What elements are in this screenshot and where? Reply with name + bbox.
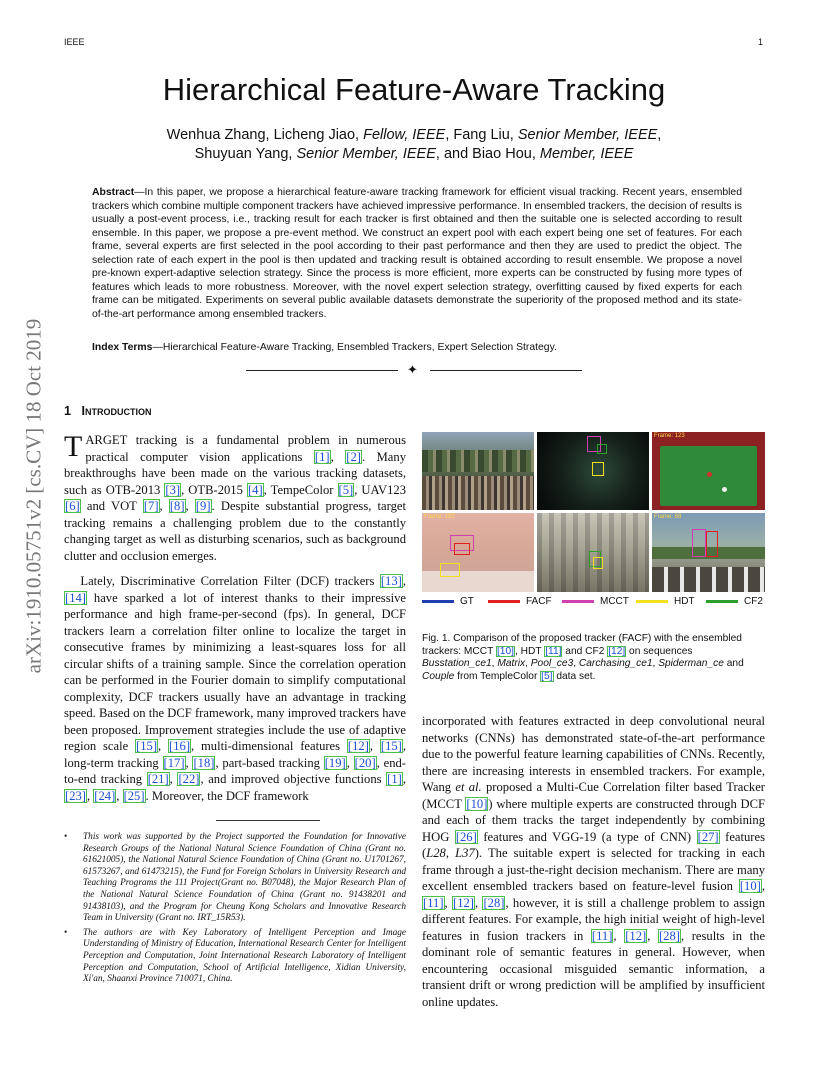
citation-link[interactable]: [6] <box>65 499 80 513</box>
math-text: et al. <box>455 780 482 794</box>
text-run: , <box>652 658 659 670</box>
citation-link[interactable]: [13] <box>380 574 402 588</box>
sequence-carchasing-image <box>422 513 534 592</box>
intro-paragraph-3 <box>422 713 765 1010</box>
citation-link[interactable]: [11] <box>545 645 562 657</box>
text-run: , and Biao Hou, <box>435 146 540 162</box>
citation-link[interactable]: [3] <box>165 482 181 497</box>
diamond-ornament-icon: ✦ <box>407 362 418 377</box>
text-run: , end-to-end tracking <box>64 755 406 786</box>
divider-right <box>430 370 582 371</box>
italic-text: Couple <box>422 670 455 682</box>
text-run: , <box>613 928 625 943</box>
text-run: , <box>402 574 406 588</box>
text-run: on sequences <box>626 645 693 657</box>
sequence-couple-image <box>652 513 765 592</box>
citation-link[interactable]: [2] <box>346 449 361 464</box>
legend-swatch <box>636 600 668 603</box>
arxiv-stamp: arXiv:1910.05751v2 [cs.CV] 18 Oct 2019 <box>21 318 46 674</box>
sequence-busstation-image <box>422 432 534 510</box>
legend-swatch <box>422 600 454 603</box>
text-run: tracking is a fundamental problem in numerous practical computer vision applications <box>85 433 406 464</box>
text-run: , <box>159 499 169 513</box>
text-run: , Fang Liu, <box>445 127 518 143</box>
text-run: , <box>444 895 452 910</box>
citation-link[interactable]: [28] <box>483 895 505 910</box>
citation-link[interactable]: [22] <box>178 772 200 786</box>
citation-link[interactable]: [10] <box>466 796 488 811</box>
section-number: 1 <box>64 404 72 418</box>
text-run: from TempleColor <box>454 670 541 682</box>
italic-text: Spiderman_ce <box>658 658 724 670</box>
italic-text: Senior Member, IEEE <box>517 127 658 143</box>
text-run: , <box>573 658 579 670</box>
text-run: , <box>402 772 407 786</box>
footnote-funding: • This work was supported by the Project supported the Foundation for Innovative Research Groups of the National Natural Science Foundation of China (Grant no. 61621005), the National Natural Science Foundation of China (Grant no. U1701267, 61573267, and 61473215), the Fund for Foreign Scholars in University Research and Teaching Programs the 111 Project(Grant no. B07048), the Major Research Plan of the National Natural Science Foundation of China (Grant no. 91438201 and 91438103), and the Program for Cheung Kong Scholars and Innovative Research Team in University (Grant no. IRT_15R53). <box>64 832 406 924</box>
author-list <box>0 126 828 164</box>
author-line-1 <box>0 126 828 145</box>
frame-label: Frame: 123 <box>654 433 685 439</box>
intro-right-column <box>422 713 765 1010</box>
index-terms-label: Index Terms <box>92 342 153 353</box>
abstract <box>92 186 742 321</box>
text-run: , multi-dimensional features <box>191 739 347 753</box>
italic-text: Senior Member, IEEE <box>296 146 436 162</box>
citation-link[interactable]: [27] <box>697 829 719 844</box>
citation-link[interactable]: [25] <box>123 788 145 803</box>
figure-1-image-grid <box>422 432 765 592</box>
text-run: incorporated with features extracted in deep convolutional neural networks (CNNs) has demonstrated state-of-the-art performance due to the powerful feature learning capabilities of CNNs. Recently, there are increasing interests in ensembled trackers. For example, Wang <box>422 714 765 794</box>
text-run: . Moreover, the DCF framework <box>145 788 309 803</box>
text-run: ) where multiple experts are constructed through DCF and each of them tracks the target independently by combining HOG <box>422 796 765 844</box>
running-head-journal: IEEE <box>64 37 85 47</box>
citation-link[interactable]: [14] <box>65 590 86 605</box>
citation-link[interactable]: [15] <box>380 739 402 753</box>
italic-text: Matrix <box>497 658 526 670</box>
citation-link[interactable]: [24] <box>94 788 116 803</box>
italic-text: Busstation_ce1 <box>422 658 492 670</box>
italic-text: Member, IEEE <box>539 146 634 162</box>
text-run: , and improved objective functions <box>200 772 387 786</box>
citation-link[interactable]: [23] <box>65 788 86 803</box>
abstract-text: —In this paper, we propose a hierarchical feature-aware tracking framework for efficient visual tracking. Recent years, ensembled trackers which combine multiple component trackers have achieved impressive performance. In ensembled trackers, the decision of results is usually a post-event process, i.e., tracking result for each tracker is first obtained and then the suitable one is selected according to result ensemble. In this paper, we propose a pre-event method. We construct an expert pool with each expert being one set of features. For each frame, several experts are first selected in the pool according to their past performance and then they are used to predict the object. The selection rate of each expert in the pool is then updated and tracking result is obtained according to result ensemble. We propose a novel pre-known expert-adaptive selection strategy. Since the process is more efficient, more experts can be constructed by fusing more types of features which leads to more robustness. Moreover, with the novel expert selection strategy, overfitting caused by fixed experts for each frame can be mitigated. Experiments on several public available datasets demonstrate the superiority of the proposed method and its state-of-the-art performance among ensembled trackers. <box>92 187 742 320</box>
text-run: Lately, Discriminative Correlation Filter (DCF) trackers <box>80 574 380 588</box>
text-run: , <box>474 895 483 910</box>
index-terms-text: —Hierarchical Feature-Aware Tracking, Ensembled Trackers, Expert Selection Strategy. <box>152 342 557 353</box>
citation-link[interactable]: [4] <box>247 482 263 497</box>
small-caps-text: ARGET <box>85 433 128 447</box>
text-run: and CF2 <box>562 645 608 657</box>
text-run: features ( <box>422 829 765 860</box>
citation-link[interactable]: [10] <box>739 879 761 893</box>
citation-link[interactable]: [12] <box>625 928 647 943</box>
footnotes <box>64 832 406 986</box>
legend-item-hdt: HDT <box>636 596 695 607</box>
italic-text: Carchasing_ce1 <box>578 658 653 670</box>
citation-link[interactable]: [20] <box>354 755 376 770</box>
figure-caption <box>422 633 765 683</box>
abstract-label: Abstract <box>92 187 135 198</box>
section-title: Introduction <box>81 404 152 418</box>
citation-link[interactable]: [28] <box>658 928 680 943</box>
text-run: , <box>86 788 94 803</box>
text-run: , part-based tracking <box>215 755 324 770</box>
frame-label: Frame: 68 <box>654 514 682 520</box>
footnote-rule <box>216 820 320 821</box>
text-run: features and VGG-19 (a type of CNN) <box>477 829 697 844</box>
footnote-affiliation: • The authors are with Key Laboratory of Intelligent Perception and Image Understanding of Ministry of Education, International Research Center for Intelligent Perception and Computation, Joint International Research Laboratory of Intelligent Perception and Computation, School of Artificial Intelligence, Xidian University, Xi'an, Shaanxi Province 710071, China. <box>64 927 406 985</box>
math-text: L37 <box>455 846 475 860</box>
citation-link[interactable]: [12] <box>453 895 474 910</box>
text-run: Wenhua Zhang, Licheng Jiao, <box>166 127 364 143</box>
citation-link[interactable]: [16] <box>169 739 191 753</box>
text-run: , UAV123 <box>354 482 406 497</box>
drop-cap: T <box>64 430 83 463</box>
text-run: have sparked a lot of interest thanks to their impressive performance and high frame-per-second (fps). In general, DCF trackers learn a correlation filter online to localize the target in consecutive frames by minimizing a least-squares loss for all circular shifts of a training sample. Since the correlation operation can be performed in the Fourier domain to simplify computational complexity, DCF trackers usually have an advantage in tracking speed. Based on the DCF framework, many improved trackers have been proposed. Improvement strategies include the use of adaptive region scale <box>64 590 406 753</box>
citation-link[interactable]: [21] <box>147 772 169 786</box>
text-run: , <box>185 499 195 513</box>
text-run: ). The suitable expert is selected for tracking in each frame through a just-the-right decision mechanism. There are many excellent ensembled trackers based on feature-level fusion <box>422 846 765 893</box>
intro-paragraph-2 <box>64 573 406 804</box>
text-run: , long-term tracking <box>64 739 407 770</box>
divider-left <box>246 370 398 371</box>
text-run: and VOT <box>80 499 143 513</box>
legend-swatch <box>562 600 594 603</box>
text-run: , <box>185 755 193 770</box>
citation-link[interactable]: [5] <box>541 670 553 682</box>
citation-link[interactable]: [1] <box>387 772 402 786</box>
legend-item-gt: GT <box>422 596 474 607</box>
math-text: L28 <box>426 846 446 860</box>
index-terms <box>92 342 742 353</box>
text-run: , <box>761 879 765 893</box>
legend-item-mcct: MCCT <box>562 596 629 607</box>
citation-link[interactable]: [11] <box>591 928 613 943</box>
text-run: proposed a Multi-Cue Correlation filter based Tracker (MCCT <box>422 780 765 811</box>
text-run: , <box>525 658 531 670</box>
legend-item-cf2: CF2 <box>706 596 763 607</box>
text-run: data set. <box>553 670 596 682</box>
citation-link[interactable]: [12] <box>608 645 626 657</box>
figure-legend <box>422 596 765 610</box>
text-run: , <box>369 739 380 753</box>
text-run: , <box>491 658 498 670</box>
text-run: , <box>330 449 346 464</box>
frame-label: Frame: 182 <box>424 514 455 520</box>
text-run: , OTB-2015 <box>181 482 247 497</box>
text-run: , <box>445 846 456 860</box>
text-run: , however, it is still a challenge problem to assign different features. For example, the high initial weight of high-level features in fusion trackers in <box>422 895 765 943</box>
italic-text: Pool_ce3 <box>530 658 574 670</box>
sequence-matrix-image <box>537 432 649 510</box>
text-run: , <box>116 788 123 803</box>
bullet-icon: • <box>64 832 68 842</box>
bullet-icon: • <box>64 927 68 938</box>
citation-link[interactable]: [9] <box>195 499 211 513</box>
text-run: , HDT <box>514 645 545 657</box>
text-run: , <box>169 772 178 786</box>
text-run: , <box>346 755 354 770</box>
page-number: 1 <box>758 37 764 47</box>
legend-item-facf: FACF <box>488 596 552 607</box>
text-run: Fig. 1. Comparison of the proposed tracker (FACF) with the ensembled trackers: MCCT <box>422 633 742 657</box>
text-run: , <box>647 928 658 943</box>
citation-link[interactable]: [11] <box>423 895 444 910</box>
section-heading <box>64 404 152 418</box>
text-run: , results in the dominant role of semantic features in general. However, when encountering occasional misguided semantic information, a transient drift or wrong prediction will be amplified by insufficient online updates. <box>422 928 766 1009</box>
citation-link[interactable]: [19] <box>324 755 346 770</box>
citation-link[interactable]: [5] <box>338 482 354 497</box>
citation-link[interactable]: [26] <box>455 829 477 844</box>
sequence-pool-image <box>652 432 765 510</box>
italic-text: Fellow, IEEE <box>363 127 446 143</box>
citation-link[interactable]: [15] <box>136 739 158 753</box>
text-run: Shuyuan Yang, <box>194 146 297 162</box>
intro-paragraph-1 <box>64 432 406 564</box>
citation-link[interactable]: [18] <box>193 755 215 770</box>
text-run: , <box>657 127 662 143</box>
legend-swatch <box>706 600 738 603</box>
text-run: and <box>723 658 744 670</box>
legend-swatch <box>488 600 520 603</box>
text-run: . Despite substantial progress, target tracking remains a challenging problem due to the constantly changing target as well as disturbing scenarios, such as background clutter and occlusion emerges. <box>64 499 406 563</box>
author-line-2 <box>0 145 828 164</box>
citation-link[interactable]: [17] <box>163 755 185 770</box>
citation-link[interactable]: [7] <box>143 499 159 513</box>
citation-link[interactable]: [8] <box>169 499 185 513</box>
paper-title: Hierarchical Feature-Aware Tracking <box>162 72 666 107</box>
text-run: . Many breakthroughs have been made on the various tracking datasets, such as OTB-2013 <box>64 449 406 497</box>
text-run: , TempeColor <box>263 482 338 497</box>
citation-link[interactable]: [12] <box>347 739 369 753</box>
text-run: , <box>158 739 169 753</box>
intro-left-column <box>64 432 406 804</box>
citation-link[interactable]: [1] <box>314 449 330 464</box>
citation-link[interactable]: [10] <box>496 645 514 657</box>
sequence-spiderman-image <box>537 513 649 592</box>
